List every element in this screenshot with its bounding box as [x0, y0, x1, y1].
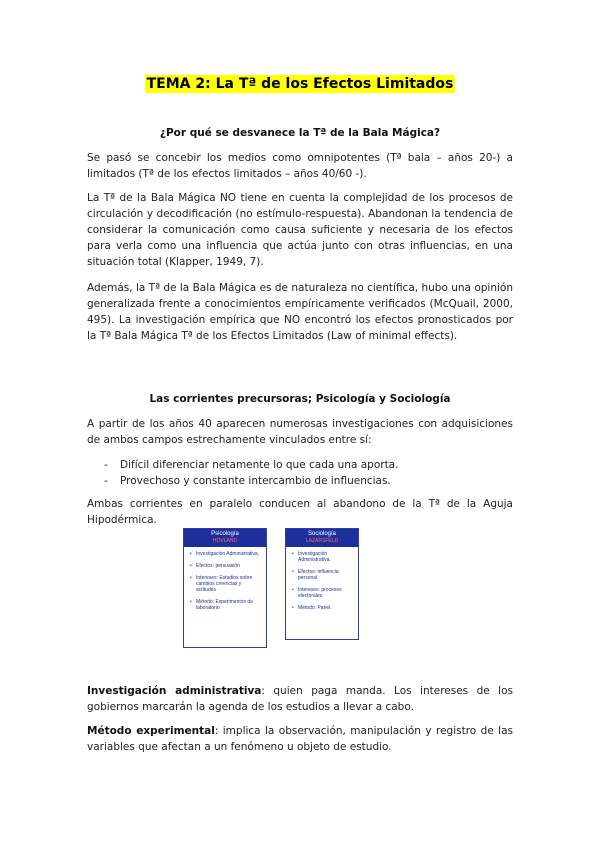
diagram-box-sociologia — [285, 528, 359, 640]
paragraph-aguja: Ambas corrientes en paralelo conducen al abandono de la Tª de la Aguja Hipodérmica. — [87, 498, 513, 526]
definition-metodo-experimental: : implica la observación, manipulación y registro de las variables que afectan a un fenómeno u objeto de estudio. — [87, 725, 513, 753]
term-investigacion-administrativa: Investigación administrativa — [87, 685, 262, 697]
title-highlight: TEMA 2: La Tª de los Efectos Limitados — [146, 76, 454, 92]
document-title — [0, 73, 600, 92]
diagram-list-item: • Método: Panel. — [292, 605, 354, 611]
diagram-box-psicologia — [183, 528, 267, 648]
bullet-list — [104, 457, 398, 489]
term-metodo-experimental: Método experimental — [87, 725, 215, 737]
diagram-list-item: • Efectos: persuasión — [190, 563, 262, 569]
paragraph-omnipotentes: Se pasó se concebir los medios como omnipotentes (Tª bala – años 20-) a limitados (Tª de los efectos limitados – años 40/60 -). — [87, 152, 513, 180]
diagram-list-item: • Método: Experimentos de laboratorio — [190, 599, 262, 611]
diagram-box-subtitle: LAZARSFELD — [305, 538, 339, 544]
paragraph-no-cientifica: Además, la Tª de la Bala Mágica es de naturaleza no científica, hubo una opinión generalizada frente a conocimientos empíricamente verificados (McQuail, 2000, 495). La investigación empírica que NO encontró los efectos pronosticados por la Tª Bala Mágica Tª de los Efectos Limitados (Law of minimal effects). — [87, 282, 513, 342]
diagram-list-item: • Efectos: influencia personal — [292, 569, 354, 581]
paragraph-complejidad: La Tª de la Bala Mágica NO tiene en cuenta la complejidad de los procesos de circulación y decodificación (no estímulo-respuesta). Abandonan la tendencia de considerar la comunicación como causa suficiente y necesaria de los efectos para verla como una influencia que actúa junto con otras influencias, en una situación total (Klapper, 1949, 7). — [87, 192, 513, 268]
section-heading-corrientes: Las corrientes precursoras; Psicología y Sociología — [149, 393, 451, 405]
diagram-list-item: • Investigación Administrativa. — [190, 551, 262, 557]
diagram-box-header — [286, 529, 358, 547]
diagram-list-item: • Investigación Administrativa. — [292, 551, 354, 563]
diagram-box-title: Sociología — [307, 531, 337, 537]
diagram-box-header — [184, 529, 266, 547]
diagram-list-item: • Intereses: Estudios sobre cambios creencias y actitudes — [190, 575, 262, 593]
definition-investigacion-administrativa: : quien paga manda. Los intereses de los gobiernos marcarán la agenda de los estudios a llevar a cabo. — [87, 685, 513, 713]
diagram-box-list — [184, 547, 266, 611]
list-item: - Difícil diferenciar netamente lo que cada una aporta. — [104, 457, 398, 473]
diagram-box-subtitle: HOVLAND — [212, 538, 238, 544]
paragraph-investigacion-administrativa — [87, 683, 513, 715]
diagram-box-list — [286, 547, 358, 611]
paragraph-metodo-experimental — [87, 723, 513, 755]
diagram-box-title: Psicología — [211, 531, 239, 537]
diagram-list-item: • Intereses: procesos electorales — [292, 587, 354, 599]
list-item: - Provechoso y constante intercambio de influencias. — [104, 473, 398, 489]
section-heading-bala-magica: ¿Por qué se desvanece la Tª de la Bala Mágica? — [159, 127, 441, 139]
paragraph-anos-40: A partir de los años 40 aparecen numerosas investigaciones con adquisiciones de ambos campos estrechamente vinculados entre sí: — [87, 418, 513, 446]
